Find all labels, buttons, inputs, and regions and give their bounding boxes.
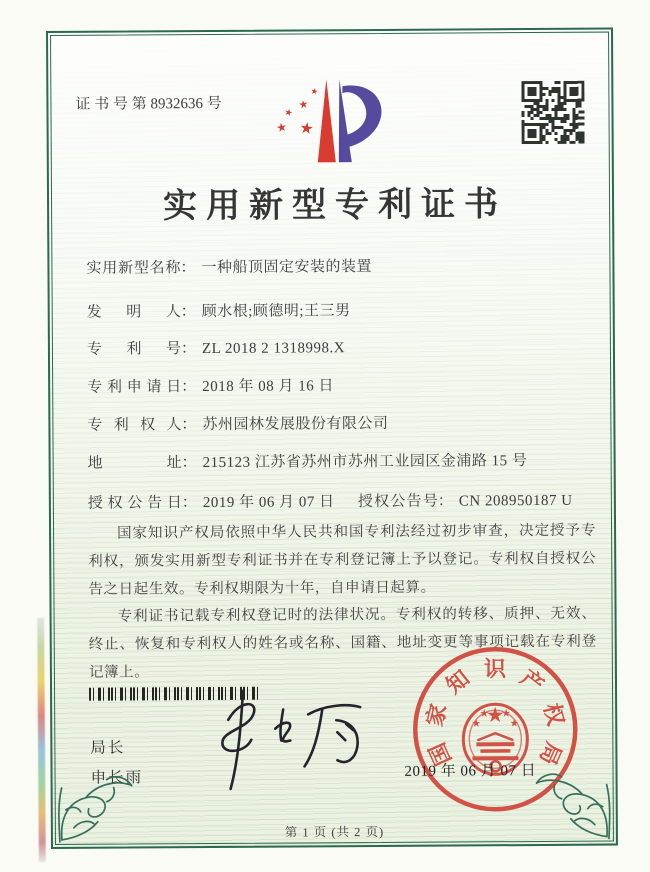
field-value: 215123 江苏省苏州市苏州工业园区金浦路 15 号 bbox=[202, 453, 528, 472]
field-value: ZL 2018 2 1318998.X bbox=[201, 340, 346, 358]
label-colon: ： bbox=[180, 304, 196, 321]
legal-paragraph-2: 专利证书记载专利权登记时的法律状况。专利权的转移、质押、无效、终止、恢复和专利权人的姓名或名称、国籍、地址变更等事项记载在专利登记簿上。 bbox=[88, 606, 597, 681]
svg-text:知: 知 bbox=[441, 665, 475, 699]
field-label: 授权公告日 bbox=[87, 495, 182, 512]
grant-publication-number bbox=[358, 489, 573, 511]
field-label: 实用新型名称 bbox=[86, 260, 181, 277]
field-row-inventor bbox=[87, 298, 593, 322]
svg-text:国: 国 bbox=[424, 739, 457, 770]
field-label: 授权公告号 bbox=[357, 493, 438, 511]
legal-paragraph-1: 国家知识产权局依照中华人民共和国专利法经过初步审查，决定授予专利权，颁发实用新型专利证书并在专利登记簿上予以登记。专利权自授权公告之日起生效。专利权期限为十年，自申请日起算。 bbox=[88, 522, 597, 598]
logo-purple-bowl bbox=[342, 85, 381, 147]
certificate-sheet bbox=[46, 28, 618, 849]
svg-text:局: 局 bbox=[534, 738, 567, 769]
label-colon: ： bbox=[181, 455, 197, 472]
field-value: 2019 年 06 月 07 日 bbox=[202, 494, 335, 512]
field-value: CN 208950187 U bbox=[458, 492, 573, 510]
signer-title: 局长 bbox=[90, 739, 126, 757]
label-colon: ： bbox=[181, 417, 197, 434]
field-value: 一种船顶固定安装的装置 bbox=[201, 259, 373, 277]
field-label: 专利权人 bbox=[87, 417, 182, 434]
logo-red-spire bbox=[317, 79, 336, 162]
svg-text:识: 识 bbox=[483, 656, 506, 682]
field-row-filing-date bbox=[87, 373, 593, 397]
field-value: 2018 年 08 月 16 日 bbox=[202, 378, 335, 396]
field-label: 发明人 bbox=[86, 304, 181, 321]
svg-text:产: 产 bbox=[515, 664, 549, 698]
label-colon: ： bbox=[180, 341, 197, 358]
field-value: 顾水根;顾德明;王三男 bbox=[201, 303, 351, 321]
field-row-patentee bbox=[87, 411, 593, 435]
corner-ornament-left-icon bbox=[55, 757, 148, 844]
svg-text:权: 权 bbox=[539, 700, 569, 729]
field-row-name bbox=[86, 254, 592, 278]
field-row-patent-number bbox=[87, 335, 593, 359]
field-row-grant bbox=[88, 489, 594, 513]
label-colon: ： bbox=[181, 379, 197, 396]
qr-code bbox=[521, 81, 584, 144]
certificate-title: 实用新型专利证书 bbox=[162, 186, 508, 226]
field-row-address bbox=[88, 449, 594, 473]
scan-edge-rainbow-strip bbox=[37, 618, 46, 862]
field-label: 专利申请日 bbox=[87, 379, 182, 396]
label-colon: ： bbox=[180, 260, 196, 277]
field-value: 苏州园林发展股份有限公司 bbox=[202, 415, 389, 434]
svg-text:家: 家 bbox=[421, 701, 452, 729]
field-label: 地址 bbox=[87, 455, 182, 472]
signer-name: 申长雨 bbox=[90, 769, 144, 787]
label-colon: ： bbox=[181, 495, 197, 512]
label-colon: ： bbox=[437, 493, 453, 510]
page-number: 第 1 页 (共 2 页) bbox=[284, 824, 385, 840]
certificate-number: 证 书 号 第 8932636 号 bbox=[75, 95, 222, 113]
director-signature-icon bbox=[198, 683, 379, 799]
logo-stars bbox=[276, 87, 318, 134]
seal-date: 2019 年 06 月 07 日 bbox=[404, 763, 537, 780]
cnipa-logo-icon bbox=[272, 69, 395, 180]
field-label: 专利号 bbox=[86, 341, 181, 358]
